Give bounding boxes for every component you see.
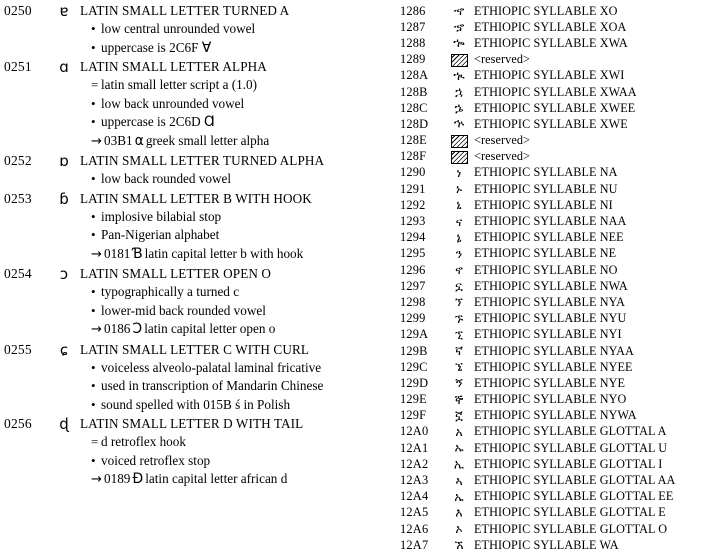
- ethiopic-name-row: [400, 213, 709, 229]
- bullet-icon: •: [91, 452, 96, 468]
- character-entry: [4, 152, 400, 189]
- ethiopic-character-name: ETHIOPIC SYLLABLE NYI: [474, 327, 622, 342]
- ethiopic-glyph: እ: [455, 504, 463, 520]
- entry-character-name: LATIN SMALL LETTER D WITH TAIL: [80, 416, 304, 431]
- ethiopic-glyph: ኒ: [456, 197, 462, 213]
- ethiopic-code-point: 1294: [400, 230, 426, 245]
- cross-reference-name: latin capital letter open o: [144, 321, 276, 336]
- ethiopic-character-name: ETHIOPIC SYLLABLE NAA: [474, 214, 627, 229]
- ethiopic-name-row: [400, 165, 709, 181]
- ethiopic-character-name: ETHIOPIC SYLLABLE XOA: [474, 19, 627, 34]
- ethiopic-name-row: [400, 343, 709, 359]
- cross-reference-arrow-icon: →: [91, 133, 102, 149]
- entry-character-name: LATIN SMALL LETTER TURNED A: [80, 3, 290, 18]
- cross-reference-glyph: Ɖ: [132, 471, 144, 487]
- note-text: low back unrounded vowel: [101, 95, 245, 111]
- ethiopic-character-name: ETHIOPIC SYLLABLE WA: [474, 537, 619, 552]
- ethiopic-glyph: ኊ: [453, 67, 465, 83]
- entry-code-point: 0252: [4, 153, 32, 168]
- entry-body: [80, 190, 400, 265]
- ethiopic-name-row: [400, 100, 709, 116]
- ethiopic-name-row: [400, 408, 709, 424]
- ethiopic-glyph: ኆ: [453, 3, 465, 19]
- entry-character-name: LATIN SMALL LETTER B WITH HOOK: [80, 190, 312, 206]
- ethiopic-code-point: 12A0: [400, 424, 429, 439]
- ethiopic-glyph: ኣ: [455, 472, 463, 488]
- ethiopic-glyph: ኜ: [454, 359, 464, 375]
- ethiopic-code-point: 1287: [400, 19, 426, 34]
- ethiopic-character-name: ETHIOPIC SYLLABLE NA: [474, 165, 618, 180]
- ethiopic-character-name: ETHIOPIC SYLLABLE XO: [474, 3, 618, 18]
- entry-code-point: 0251: [4, 59, 32, 74]
- character-entry: [4, 341, 400, 415]
- entry-body: [80, 415, 400, 490]
- ethiopic-code-point: 12A7: [400, 537, 429, 552]
- ethiopic-glyph: ኘ: [454, 294, 464, 310]
- entry-body: [80, 2, 400, 57]
- reserved-label: <reserved>: [474, 133, 531, 148]
- bullet-icon: •: [91, 171, 96, 186]
- ethiopic-name-row: [400, 311, 709, 327]
- entry-note: [80, 226, 400, 245]
- note-text: lower-mid back rounded vowel: [101, 302, 266, 318]
- entry-body: [80, 58, 400, 151]
- entry-glyph: ɑ: [59, 58, 69, 76]
- ethiopic-character-name: ETHIOPIC SYLLABLE XWA: [474, 35, 628, 50]
- ethiopic-code-point: 129D: [400, 375, 429, 390]
- ethiopic-character-name: ETHIOPIC SYLLABLE NO: [474, 262, 618, 277]
- character-entry: [4, 265, 400, 340]
- entry-note: [80, 170, 400, 189]
- ethiopic-code-point: 129A: [400, 327, 429, 342]
- entry-code-point: 0250: [4, 3, 32, 18]
- bullet-icon: •: [91, 378, 96, 393]
- bullet-icon: •: [91, 302, 96, 318]
- entry-alias: [80, 76, 400, 95]
- ethiopic-name-row: [400, 456, 709, 472]
- reserved-label: <reserved>: [474, 52, 531, 67]
- ethiopic-name-row: [400, 537, 709, 553]
- ethiopic-glyph: ኤ: [454, 488, 464, 504]
- ethiopic-name-row: [400, 84, 709, 100]
- ethiopic-glyph: ኌ: [454, 100, 464, 116]
- note-text: voiced retroflex stop: [101, 452, 211, 468]
- entry-body: [80, 152, 400, 189]
- note-inline-glyph: Ɑ: [203, 114, 215, 130]
- ethiopic-code-point: 128E: [400, 133, 427, 148]
- ethiopic-glyph: ኦ: [455, 521, 463, 537]
- entry-note: [80, 20, 400, 39]
- ethiopic-code-point: 1293: [400, 214, 426, 229]
- ethiopic-code-point: 12A3: [400, 473, 429, 488]
- note-text: low central unrounded vowel: [101, 21, 256, 36]
- ethiopic-character-name: ETHIOPIC SYLLABLE NYAA: [474, 343, 634, 358]
- ethiopic-character-name: ETHIOPIC SYLLABLE XWE: [474, 116, 628, 131]
- reserved-hatch-box: [451, 54, 468, 67]
- note-text: voiceless alveolo-palatal laminal fricative: [101, 359, 322, 375]
- entry-glyph: ɐ: [59, 2, 69, 20]
- ethiopic-code-point: 1290: [400, 165, 426, 180]
- ethiopic-character-name: ETHIOPIC SYLLABLE GLOTTAL A: [474, 424, 667, 439]
- entry-character-name: LATIN SMALL LETTER OPEN O: [80, 266, 272, 281]
- entry-body: [80, 265, 400, 340]
- ethiopic-glyph: አ: [455, 423, 463, 439]
- ethiopic-code-point: 1296: [400, 262, 426, 277]
- cross-reference-code: 0189: [104, 471, 131, 486]
- ethiopic-code-point: 1292: [400, 197, 426, 212]
- ethiopic-glyph: ኇ: [453, 19, 465, 35]
- ethiopic-code-point: 1289: [400, 52, 426, 67]
- ethiopic-character-name: ETHIOPIC SYLLABLE NE: [474, 246, 617, 261]
- entry-glyph: ɔ: [59, 265, 69, 283]
- ethiopic-name-row: [400, 19, 709, 35]
- ethiopic-code-point: 128F: [400, 149, 427, 164]
- cross-reference-glyph: α: [134, 132, 144, 149]
- ethiopic-code-point: 12A2: [400, 456, 429, 471]
- ethiopic-character-name: ETHIOPIC SYLLABLE GLOTTAL U: [474, 440, 668, 455]
- ethiopic-name-row: [400, 68, 709, 84]
- ethiopic-name-row: [400, 440, 709, 456]
- ethiopic-character-name: ETHIOPIC SYLLABLE NYWA: [474, 408, 637, 423]
- cross-reference-arrow-icon: →: [91, 472, 102, 487]
- entry-character-name: LATIN SMALL LETTER ALPHA: [80, 59, 267, 74]
- ethiopic-name-row: [400, 149, 709, 165]
- cross-reference-glyph: Ɔ: [132, 321, 143, 337]
- ethiopic-glyph: ኑ: [455, 181, 463, 197]
- ethiopic-character-name: ETHIOPIC SYLLABLE NYO: [474, 392, 627, 407]
- entry-cross-reference: [80, 245, 400, 265]
- ethiopic-glyph: ኈ: [453, 35, 465, 51]
- ethiopic-code-point: 1299: [400, 311, 426, 326]
- ethiopic-code-point: 1298: [400, 294, 426, 309]
- ethiopic-name-row: [400, 116, 709, 132]
- entry-note: [80, 377, 400, 396]
- ethiopic-character-name: ETHIOPIC SYLLABLE XWAA: [474, 84, 637, 99]
- ethiopic-name-row: [400, 133, 709, 149]
- entry-code-point: 0255: [4, 341, 32, 357]
- ethiopic-glyph: ኧ: [454, 537, 464, 553]
- ethiopic-code-point: 1286: [400, 3, 426, 18]
- cross-reference-name: greek small letter alpha: [145, 132, 270, 148]
- ethiopic-code-point: 129E: [400, 392, 427, 407]
- entry-code-point: 0256: [4, 416, 32, 431]
- ethiopic-name-row: [400, 489, 709, 505]
- entry-note: [80, 95, 400, 114]
- entry-character-name: LATIN SMALL LETTER TURNED ALPHA: [80, 153, 325, 168]
- ethiopic-character-name: ETHIOPIC SYLLABLE NWA: [474, 278, 628, 293]
- ethiopic-glyph: ኢ: [453, 456, 465, 472]
- ethiopic-character-name: ETHIOPIC SYLLABLE NYA: [474, 294, 626, 309]
- reserved-hatch-icon: [444, 52, 474, 68]
- ethiopic-code-point: 12A6: [400, 521, 429, 536]
- note-text: implosive bilabial stop: [101, 208, 222, 224]
- ethiopic-glyph: ኙ: [454, 310, 464, 326]
- ethiopic-character-name: ETHIOPIC SYLLABLE NU: [474, 181, 618, 196]
- reserved-label: <reserved>: [474, 149, 531, 164]
- ethiopic-name-row: [400, 181, 709, 197]
- ethiopic-character-name: ETHIOPIC SYLLABLE XWI: [474, 68, 625, 83]
- note-text: low back rounded vowel: [101, 171, 232, 186]
- entry-glyph: ɖ: [59, 415, 69, 433]
- entry-note: [80, 208, 400, 227]
- ethiopic-character-name: ETHIOPIC SYLLABLE XWEE: [474, 100, 636, 115]
- entry-note: [80, 113, 400, 132]
- ethiopic-name-row: [400, 262, 709, 278]
- equals-alias-icon: =: [91, 77, 99, 92]
- character-entry: [4, 2, 400, 57]
- ethiopic-code-point: 129B: [400, 343, 428, 358]
- ethiopic-code-point: 1295: [400, 246, 426, 261]
- note-text: typographically a turned c: [101, 284, 240, 299]
- ethiopic-glyph: ና: [455, 213, 463, 229]
- ethiopic-character-name: ETHIOPIC SYLLABLE GLOTTAL EE: [474, 489, 674, 504]
- ethiopic-name-row: [400, 359, 709, 375]
- ethiopic-code-point: 12A1: [400, 440, 429, 455]
- note-text: sound spelled with 015B ś in Polish: [101, 396, 291, 412]
- entry-code-point: 0253: [4, 190, 32, 206]
- ethiopic-character-name: ETHIOPIC SYLLABLE NEE: [474, 230, 624, 245]
- ethiopic-code-point: 1291: [400, 181, 426, 196]
- entry-code-point: 0254: [4, 266, 32, 281]
- ethiopic-names-list-column: [400, 0, 709, 553]
- ethiopic-name-row: [400, 327, 709, 343]
- bullet-icon: •: [91, 208, 96, 224]
- bullet-icon: •: [91, 39, 96, 55]
- alias-text: latin small letter script a (1.0): [101, 77, 258, 92]
- entry-note: [80, 452, 400, 471]
- ethiopic-name-row: [400, 505, 709, 521]
- ethiopic-name-row: [400, 472, 709, 488]
- ethiopic-glyph: ኚ: [454, 326, 464, 342]
- ethiopic-code-point: 12A4: [400, 489, 429, 504]
- ethiopic-glyph: ን: [455, 245, 463, 261]
- note-text: Pan-Nigerian alphabet: [101, 227, 220, 242]
- ethiopic-glyph: ኞ: [454, 391, 464, 407]
- entry-glyph: ɕ: [59, 340, 69, 359]
- alias-text: d retroflex hook: [101, 434, 186, 449]
- ethiopic-code-point: 129F: [400, 408, 427, 423]
- bullet-icon: •: [91, 284, 96, 299]
- note-text: uppercase is 2C6F: [101, 39, 199, 55]
- ethiopic-name-row: [400, 278, 709, 294]
- cross-reference-arrow-icon: →: [91, 246, 102, 262]
- entry-alias: [80, 433, 400, 452]
- reserved-hatch-box: [451, 151, 468, 164]
- ethiopic-name-row: [400, 35, 709, 51]
- entry-cross-reference: [80, 132, 400, 152]
- entry-body: [80, 341, 400, 415]
- cross-reference-arrow-icon: →: [91, 322, 102, 337]
- cross-reference-name: latin capital letter b with hook: [144, 245, 304, 261]
- ethiopic-name-row: [400, 52, 709, 68]
- ethiopic-glyph: ኛ: [455, 343, 463, 359]
- reserved-hatch-icon: [444, 149, 474, 165]
- reserved-hatch-box: [451, 135, 468, 148]
- cross-reference-code: 0186: [104, 321, 131, 336]
- ethiopic-glyph: ኔ: [456, 229, 462, 245]
- ethiopic-name-row: [400, 197, 709, 213]
- ethiopic-code-point: 1288: [400, 35, 426, 50]
- note-inline-glyph: Ɐ: [201, 39, 212, 56]
- equals-alias-icon: =: [91, 434, 99, 449]
- ethiopic-name-row: [400, 424, 709, 440]
- bullet-icon: •: [91, 359, 96, 375]
- ethiopic-name-row: [400, 230, 709, 246]
- ethiopic-character-name: ETHIOPIC SYLLABLE NI: [474, 197, 613, 212]
- ethiopic-code-point: 128B: [400, 84, 428, 99]
- ethiopic-glyph: ኖ: [455, 262, 463, 278]
- entry-note: [80, 283, 400, 302]
- bullet-icon: •: [91, 21, 96, 36]
- entry-cross-reference: [80, 320, 400, 340]
- ethiopic-character-name: ETHIOPIC SYLLABLE NYU: [474, 311, 627, 326]
- ethiopic-name-row: [400, 246, 709, 262]
- cross-reference-name: latin capital letter african d: [145, 471, 288, 486]
- ethiopic-glyph: ኟ: [455, 407, 463, 423]
- reserved-hatch-icon: [444, 133, 474, 149]
- cross-reference-code: 0181: [104, 245, 131, 261]
- entry-note: [80, 396, 400, 415]
- ethiopic-character-name: ETHIOPIC SYLLABLE GLOTTAL AA: [474, 473, 676, 488]
- entry-note: [80, 359, 400, 378]
- ethiopic-character-name: ETHIOPIC SYLLABLE NYE: [474, 375, 626, 390]
- ethiopic-code-point: 1297: [400, 278, 426, 293]
- ethiopic-character-name: ETHIOPIC SYLLABLE GLOTTAL O: [474, 521, 668, 536]
- entry-note: [80, 39, 400, 58]
- ethiopic-name-row: [400, 392, 709, 408]
- ethiopic-glyph: ኍ: [453, 116, 465, 132]
- ethiopic-glyph: ኡ: [454, 440, 464, 456]
- entry-glyph: ɓ: [59, 189, 69, 208]
- note-text: uppercase is 2C6D: [101, 114, 201, 129]
- ethiopic-code-point: 12A5: [400, 505, 429, 520]
- entry-glyph: ɒ: [59, 152, 69, 170]
- ethiopic-name-row: [400, 294, 709, 310]
- bullet-icon: •: [91, 95, 96, 111]
- ethiopic-glyph: ኝ: [455, 375, 463, 391]
- entry-cross-reference: [80, 470, 400, 490]
- cross-reference-code: 03B1: [104, 132, 133, 148]
- character-entry: [4, 190, 400, 265]
- ethiopic-glyph: ኗ: [455, 278, 463, 294]
- bullet-icon: •: [91, 114, 96, 129]
- character-entry: [4, 58, 400, 151]
- bullet-icon: •: [91, 227, 96, 242]
- note-text: used in transcription of Mandarin Chinese: [101, 378, 324, 393]
- ethiopic-character-name: ETHIOPIC SYLLABLE GLOTTAL I: [474, 456, 663, 471]
- ethiopic-code-point: 128C: [400, 100, 428, 115]
- cross-reference-glyph: Ɓ: [132, 245, 143, 262]
- ethiopic-name-row: [400, 375, 709, 391]
- bullet-icon: •: [91, 396, 96, 412]
- character-entry: [4, 415, 400, 490]
- ethiopic-character-name: ETHIOPIC SYLLABLE NYEE: [474, 359, 633, 374]
- ethiopic-glyph: ነ: [456, 164, 462, 180]
- entry-character-name: LATIN SMALL LETTER C WITH CURL: [80, 341, 309, 357]
- ethiopic-code-point: 129C: [400, 359, 428, 374]
- ethiopic-code-point: 128D: [400, 116, 429, 131]
- entry-note: [80, 302, 400, 321]
- ethiopic-name-row: [400, 521, 709, 537]
- ethiopic-code-point: 128A: [400, 68, 429, 83]
- ethiopic-glyph: ኋ: [455, 84, 463, 100]
- ethiopic-character-name: ETHIOPIC SYLLABLE GLOTTAL E: [474, 505, 666, 520]
- ethiopic-name-row: [400, 3, 709, 19]
